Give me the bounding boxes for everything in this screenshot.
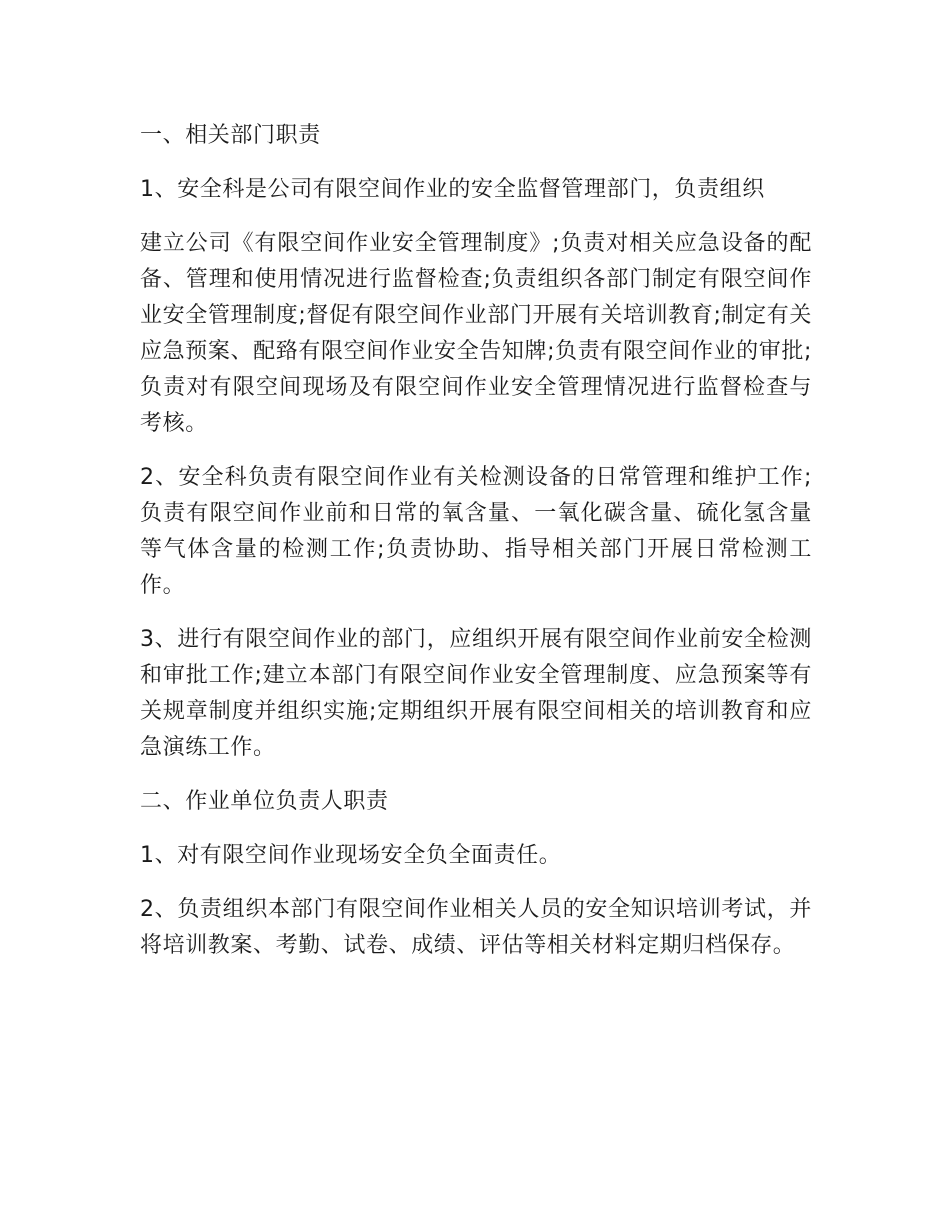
paragraph-leader-responsibility: 1、对有限空间作业现场安全负全面责任。 (140, 843, 562, 868)
document-body (140, 118, 812, 982)
paragraph-safety-dept-detection: 2、安全科负责有限空间作业有关检测设备的日常管理和维护工作;负责有限空间作业前和日常的氧含量、一氧化碳含量、硫化氢含量等气体含量的检测工作;负责协助、指导相关部门开展日常检测工作。 (140, 465, 812, 598)
section-heading-department-duties: 一、相关部门职责 (140, 123, 321, 148)
paragraph-leader-training: 2、负责组织本部门有限空间作业相关人员的安全知识培训考试，并将培训教案、考勤、试卷、成绩、评估等相关材料定期归档保存。 (140, 897, 812, 958)
paragraph-safety-dept-intro: 1、安全科是公司有限空间作业的安全监督管理部门，负责组织 (140, 177, 765, 202)
paragraph-safety-dept-details: 建立公司《有限空间作业安全管理制度》;负责对相关应急设备的配备、管理和使用情况进行监督检查;负责组织各部门制定有限空间作业安全管理制度;督促有限空间作业部门开展有关培训教育;制定有关应急预案、配臵有限空间作业安全告知牌;负责有限空间作业的审批;负责对有限空间现场及有限空间作业安全管理情况进行监督检查与考核。 (140, 231, 812, 436)
section-heading-unit-leader-duties: 二、作业单位负责人职责 (140, 789, 389, 814)
paragraph-operating-dept: 3、进行有限空间作业的部门，应组织开展有限空间作业前安全检测和审批工作;建立本部门有限空间作业安全管理制度、应急预案等有关规章制度并组织实施;定期组织开展有限空间相关的培训教育和应急演练工作。 (140, 627, 812, 760)
